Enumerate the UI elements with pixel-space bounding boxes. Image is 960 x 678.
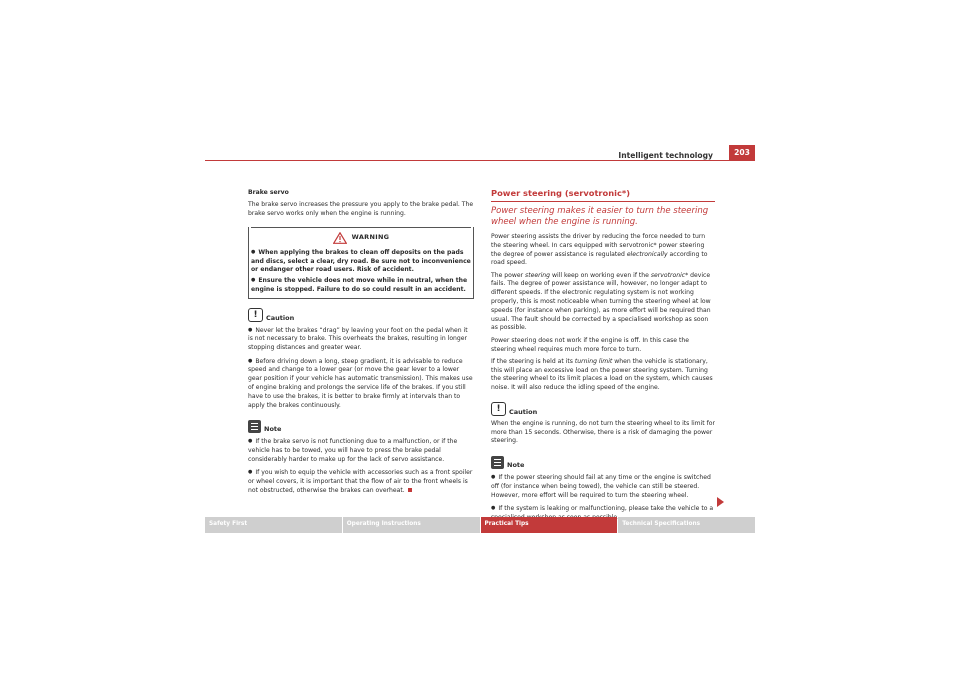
brake-servo-heading: Brake servo xyxy=(248,189,289,196)
caution-exclamation-icon: ! xyxy=(248,308,263,322)
caution-header xyxy=(491,402,715,417)
note-title: Note xyxy=(264,425,282,434)
note-item: ● If the brake servo is not functioning due to a malfunction, or if the vehicle has to be towed, you will have to press the brake pedal considerably harder to make up for the lack of servo assistance. xyxy=(248,437,474,464)
note-item: ● If the system is leaking or malfunctioning, please take the vehicle to a xyxy=(491,504,715,523)
caution-exclamation-icon: ! xyxy=(491,402,506,416)
caution-title: Caution xyxy=(509,408,538,417)
section-title: Power steering (servotronic*) xyxy=(491,188,630,198)
warning-title: WARNING xyxy=(351,233,390,242)
tab-technical-specifications[interactable]: Technical Specifications xyxy=(618,517,755,533)
section-rule xyxy=(491,201,715,202)
note-item: ● If you wish to equip the vehicle with accessories such as a front spoiler or wheel covers, it is important that the flow of air to the front wheels is not obstructed, otherwise the brakes can overheat. xyxy=(248,468,474,495)
paragraph: Power steering does not work if the engine is off. In this case the steering wheel requires much more force to turn. xyxy=(491,336,689,353)
tab-practical-tips[interactable]: Practical Tips xyxy=(481,517,618,533)
note-title: Note xyxy=(507,461,525,470)
page-number: 203 xyxy=(729,145,755,160)
section-end-icon xyxy=(408,488,412,492)
brake-servo-intro: The brake servo increases the pressure you apply to the brake pedal. The brake servo works only when the engine is running. xyxy=(248,201,474,218)
header-rule xyxy=(205,160,755,161)
note-header xyxy=(248,419,474,434)
warning-item: ● When applying the brakes to clean off deposits on the pads and discs, select a clear, dry road. Be sure not to inconvenience or endanger other road users. Risk of accident. xyxy=(251,248,471,275)
warning-header xyxy=(251,227,471,248)
caution-item: ● Before driving down a long, steep gradient, it is advisable to reduce speed and change to a lower gear (or move the gear lever to a lower gear position if your vehicle has automatic transmission). This makes use of engine braking and prolongs the service life of the brakes. If you still have to use the brakes, it is better to brake firmly at intervals than to apply the brakes continuously. xyxy=(248,357,474,411)
tab-operating-instructions[interactable]: Operating Instructions xyxy=(343,517,480,533)
warning-box xyxy=(248,227,474,299)
chapter-title: Intelligent technology xyxy=(618,151,713,160)
footer-tabs xyxy=(205,517,755,533)
paragraph: If the steering is held at its turning limit when the vehicle is stationary, this will place an excessive load on the power steering system. Turning the steering wheel to its limit places a load on the system, which causes noise. It will also reduce the idling speed of the engine. xyxy=(491,357,713,392)
note-icon xyxy=(491,456,504,469)
caution-text: When the engine is running, do not turn the steering wheel to its limit for more than 15 seconds. Otherwise, there is a risk of damaging the power steering. xyxy=(491,419,715,445)
right-column xyxy=(491,188,715,526)
paragraph: Power steering assists the driver by reducing the force needed to turn the steering wheel. In cars equipped with servotronic* power steering the degree of power assistance is regulated electronically according to road speed. xyxy=(491,233,708,267)
warning-triangle-icon xyxy=(333,232,347,244)
note-header xyxy=(491,455,715,470)
tab-safety-first[interactable]: Safety First xyxy=(205,517,342,533)
left-column xyxy=(248,189,474,499)
note-item: ● If the power steering should fail at any time or the engine is switched off (for instance when being towed), the vehicle can still be steered. However, more effort will be required to turn the steering wheel. xyxy=(491,473,715,500)
warning-item: ● Ensure the vehicle does not move while in neutral, when the engine is stopped. Failure to do so could result in an accident. xyxy=(251,276,471,295)
paragraph: The power steering will keep on working even if the servotronic* device fails. The degree of power assistance will, however, no longer adapt to different speeds. If the electronic regulating system is not working properly, this is most noticeable when turning the steering wheel at low speeds (for instance when parking), as more effort will be required than usual. The fault should be corrected by a specialised workshop as soon as possible. xyxy=(491,271,711,332)
next-page-arrow-icon[interactable] xyxy=(717,497,724,507)
note-icon xyxy=(248,420,261,433)
section-subtitle: Power steering makes it easier to turn the steering wheel when the engine is running. xyxy=(491,206,709,227)
caution-title: Caution xyxy=(266,313,295,322)
caution-header xyxy=(248,308,474,323)
caution-item: ● Never let the brakes “drag” by leaving your foot on the pedal when it is not necessary to brake. This overheats the brakes, resulting in longer stopping distances and greater wear. xyxy=(248,326,474,353)
